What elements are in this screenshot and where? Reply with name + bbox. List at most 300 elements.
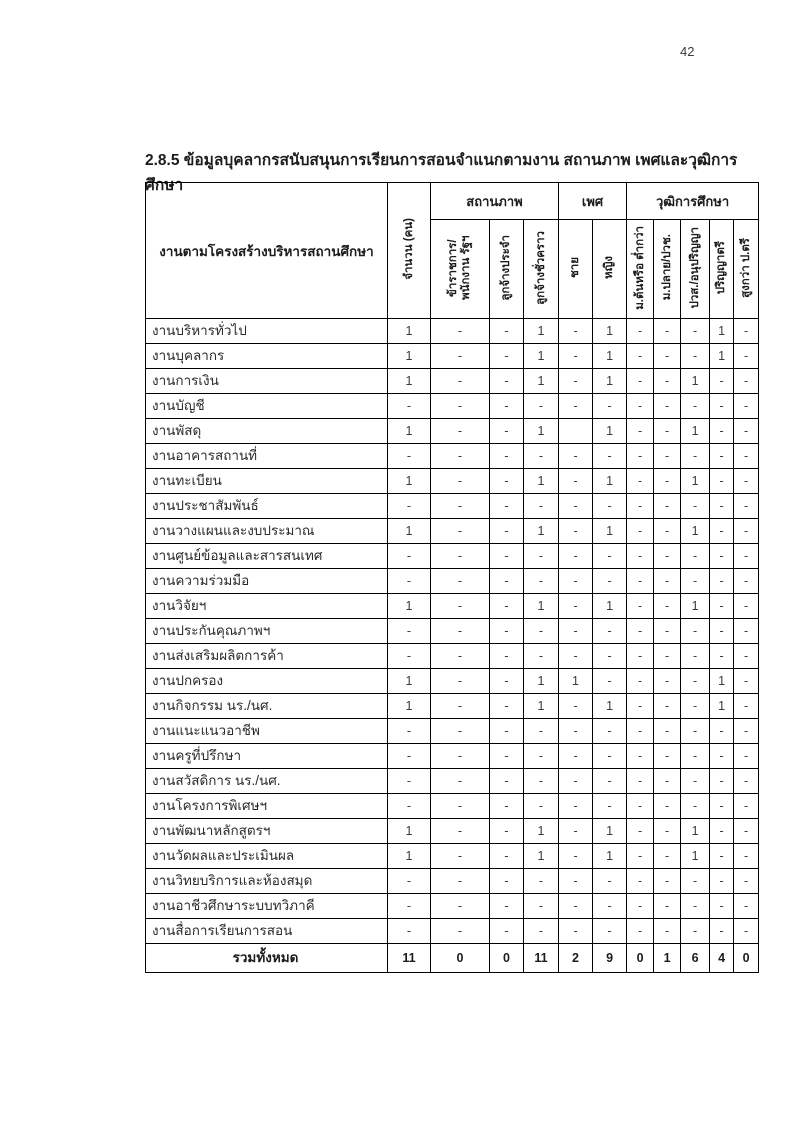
cell-value: -	[431, 869, 490, 894]
total-cell-value: 9	[593, 944, 627, 973]
cell-value: -	[627, 394, 654, 419]
table-row	[146, 694, 759, 719]
cell-value: 1	[593, 319, 627, 344]
cell-value: -	[654, 919, 681, 944]
cell-value: -	[627, 344, 654, 369]
cell-value: -	[593, 669, 627, 694]
cell-value: 1	[524, 669, 559, 694]
column-header-bachelor	[710, 220, 734, 319]
row-label: งานประกันคุณภาพฯ	[146, 619, 388, 644]
row-label: งานพัฒนาหลักสูตรฯ	[146, 819, 388, 844]
cell-value: -	[627, 794, 654, 819]
cell-value: -	[490, 819, 524, 844]
table-row	[146, 669, 759, 694]
cell-value: -	[593, 769, 627, 794]
row-label: งานวางแผนและงบประมาณ	[146, 519, 388, 544]
cell-value: 1	[710, 344, 734, 369]
table-row	[146, 419, 759, 444]
cell-value: -	[388, 644, 431, 669]
table-row	[146, 569, 759, 594]
table-row	[146, 869, 759, 894]
cell-value: -	[710, 544, 734, 569]
cell-value: -	[681, 694, 710, 719]
cell-value: -	[734, 669, 759, 694]
cell-value: -	[734, 594, 759, 619]
total-cell-value: 11	[524, 944, 559, 973]
cell-value: -	[734, 344, 759, 369]
table-row	[146, 794, 759, 819]
cell-value: -	[681, 919, 710, 944]
cell-value: -	[654, 769, 681, 794]
cell-value: -	[559, 344, 593, 369]
cell-value: -	[627, 844, 654, 869]
table-row	[146, 544, 759, 569]
cell-value: -	[627, 644, 654, 669]
cell-value: 1	[681, 419, 710, 444]
row-label: งานบริหารทั่วไป	[146, 319, 388, 344]
cell-value: -	[710, 819, 734, 844]
cell-value: -	[524, 744, 559, 769]
cell-value: -	[593, 619, 627, 644]
cell-value: 1	[710, 669, 734, 694]
cell-value: -	[654, 394, 681, 419]
cell-value: 1	[710, 694, 734, 719]
table-row	[146, 894, 759, 919]
cell-value: -	[654, 469, 681, 494]
cell-value: -	[388, 569, 431, 594]
cell-value: 1	[524, 419, 559, 444]
total-cell-value: 0	[734, 944, 759, 973]
cell-value: -	[388, 769, 431, 794]
cell-value: -	[490, 744, 524, 769]
row-label: งานวิทยบริการและห้องสมุด	[146, 869, 388, 894]
cell-value: -	[681, 494, 710, 519]
cell-value: -	[734, 694, 759, 719]
group-header-education: วุฒิการศึกษา	[627, 183, 759, 220]
cell-value: -	[431, 419, 490, 444]
cell-value: -	[559, 744, 593, 769]
cell-value: -	[681, 444, 710, 469]
cell-value: -	[627, 319, 654, 344]
cell-value: -	[431, 569, 490, 594]
column-header-female	[593, 220, 627, 319]
column-header-upper-secondary-vocational-label: ม.ปลาย/ปวช.	[660, 234, 673, 301]
cell-value: 1	[681, 844, 710, 869]
row-label: งานบุคลากร	[146, 344, 388, 369]
cell-value: -	[559, 919, 593, 944]
cell-value: -	[627, 419, 654, 444]
cell-value: -	[559, 619, 593, 644]
cell-value: -	[734, 369, 759, 394]
row-label: งานพัสดุ	[146, 419, 388, 444]
cell-value: -	[593, 794, 627, 819]
cell-value: -	[627, 894, 654, 919]
cell-value: -	[559, 519, 593, 544]
cell-value: -	[431, 644, 490, 669]
cell-value: 1	[524, 469, 559, 494]
cell-value: -	[388, 444, 431, 469]
cell-value: -	[559, 444, 593, 469]
cell-value: 1	[388, 594, 431, 619]
cell-value: -	[388, 394, 431, 419]
cell-value: -	[593, 394, 627, 419]
cell-value: -	[654, 319, 681, 344]
cell-value: -	[654, 569, 681, 594]
cell-value: -	[490, 344, 524, 369]
cell-value: -	[490, 919, 524, 944]
cell-value: -	[734, 569, 759, 594]
cell-value: -	[559, 894, 593, 919]
cell-value: -	[681, 394, 710, 419]
cell-value: -	[593, 569, 627, 594]
cell-value: -	[681, 894, 710, 919]
cell-value: -	[654, 644, 681, 669]
table-row	[146, 319, 759, 344]
cell-value: 1	[524, 844, 559, 869]
column-header-above-bachelor-label: สูงกว่า ป.ตรี	[739, 237, 752, 298]
cell-value: 1	[388, 469, 431, 494]
cell-value: -	[490, 319, 524, 344]
row-label: งานปกครอง	[146, 669, 388, 694]
column-header-count	[388, 183, 431, 319]
column-header-upper-secondary-vocational	[654, 220, 681, 319]
column-header-high-vocational-diploma-label: ปวส./อนุปริญญา	[688, 226, 701, 309]
cell-value: 1	[388, 369, 431, 394]
cell-value: -	[710, 919, 734, 944]
cell-value: -	[627, 444, 654, 469]
row-label: งานศูนย์ข้อมูลและสารสนเทศ	[146, 544, 388, 569]
column-header-female-label: หญิง	[603, 256, 616, 279]
cell-value: 1	[524, 319, 559, 344]
cell-value: -	[734, 844, 759, 869]
cell-value: 1	[681, 519, 710, 544]
total-cell-value: 6	[681, 944, 710, 973]
cell-value: -	[710, 844, 734, 869]
column-header-lower-secondary-or-below	[627, 220, 654, 319]
cell-value: -	[431, 444, 490, 469]
cell-value: -	[431, 344, 490, 369]
cell-value: -	[490, 594, 524, 619]
cell-value: -	[627, 819, 654, 844]
column-header-count-label: จำนวน (คน)	[402, 218, 415, 280]
cell-value: -	[710, 494, 734, 519]
cell-value: -	[431, 319, 490, 344]
cell-value: -	[734, 719, 759, 744]
cell-value: -	[559, 694, 593, 719]
cell-value: -	[490, 444, 524, 469]
table-row	[146, 344, 759, 369]
cell-value: -	[710, 519, 734, 544]
cell-value: -	[734, 444, 759, 469]
column-header-male-label: ชาย	[569, 256, 582, 278]
cell-value: -	[524, 869, 559, 894]
row-label: งานกิจกรรม นร./นศ.	[146, 694, 388, 719]
cell-value: -	[710, 794, 734, 819]
cell-value: -	[654, 794, 681, 819]
cell-value: -	[627, 594, 654, 619]
cell-value	[559, 419, 593, 444]
cell-value: -	[627, 494, 654, 519]
cell-value: 1	[593, 519, 627, 544]
cell-value: -	[627, 569, 654, 594]
column-header-male	[559, 220, 593, 319]
cell-value: -	[734, 769, 759, 794]
cell-value: -	[627, 519, 654, 544]
cell-value: -	[559, 569, 593, 594]
cell-value: -	[654, 544, 681, 569]
table-row	[146, 444, 759, 469]
cell-value: -	[431, 519, 490, 544]
cell-value: -	[734, 894, 759, 919]
cell-value: -	[524, 619, 559, 644]
cell-value: -	[734, 319, 759, 344]
cell-value: -	[524, 919, 559, 944]
cell-value: -	[524, 394, 559, 419]
table-row	[146, 519, 759, 544]
cell-value: -	[734, 794, 759, 819]
cell-value: -	[681, 719, 710, 744]
cell-value: -	[490, 769, 524, 794]
cell-value: -	[431, 744, 490, 769]
cell-value: -	[559, 844, 593, 869]
cell-value: -	[681, 544, 710, 569]
cell-value: -	[431, 469, 490, 494]
cell-value: -	[734, 744, 759, 769]
cell-value: 1	[388, 419, 431, 444]
cell-value: -	[681, 794, 710, 819]
cell-value: 1	[593, 694, 627, 719]
total-cell-value: 1	[654, 944, 681, 973]
cell-value: 1	[593, 344, 627, 369]
row-label: งานอาชีวศึกษาระบบทวิภาคี	[146, 894, 388, 919]
cell-value: -	[524, 544, 559, 569]
cell-value: -	[654, 844, 681, 869]
cell-value: -	[734, 419, 759, 444]
cell-value: -	[559, 394, 593, 419]
cell-value: 1	[593, 819, 627, 844]
cell-value: -	[734, 544, 759, 569]
cell-value: -	[490, 794, 524, 819]
cell-value: 1	[681, 594, 710, 619]
cell-value: -	[710, 594, 734, 619]
total-cell-value: 11	[388, 944, 431, 973]
cell-value: -	[490, 894, 524, 919]
cell-value: -	[681, 669, 710, 694]
cell-value: -	[734, 919, 759, 944]
cell-value: -	[490, 569, 524, 594]
total-cell-value: 2	[559, 944, 593, 973]
cell-value: -	[734, 519, 759, 544]
cell-value: -	[627, 769, 654, 794]
cell-value: -	[681, 344, 710, 369]
cell-value: 1	[388, 694, 431, 719]
table-row	[146, 369, 759, 394]
cell-value: -	[593, 919, 627, 944]
cell-value: -	[593, 444, 627, 469]
cell-value: -	[627, 719, 654, 744]
cell-value: -	[654, 744, 681, 769]
cell-value: -	[559, 494, 593, 519]
cell-value: -	[710, 419, 734, 444]
cell-value: -	[593, 644, 627, 669]
cell-value: -	[524, 769, 559, 794]
cell-value: -	[681, 769, 710, 794]
cell-value: 1	[593, 844, 627, 869]
table-row	[146, 494, 759, 519]
table-row	[146, 719, 759, 744]
cell-value: -	[734, 644, 759, 669]
column-header-permanent-employee	[490, 220, 524, 319]
cell-value: -	[710, 394, 734, 419]
cell-value: -	[654, 419, 681, 444]
cell-value: -	[654, 819, 681, 844]
total-cell-value: 0	[627, 944, 654, 973]
cell-value: -	[431, 894, 490, 919]
cell-value: -	[710, 569, 734, 594]
cell-value: -	[431, 794, 490, 819]
cell-value: 1	[388, 344, 431, 369]
cell-value: -	[431, 819, 490, 844]
cell-value: -	[654, 519, 681, 544]
cell-value: -	[490, 544, 524, 569]
cell-value: -	[388, 494, 431, 519]
cell-value: -	[559, 819, 593, 844]
cell-value: -	[710, 619, 734, 644]
row-label: งานอาคารสถานที่	[146, 444, 388, 469]
group-header-status: สถานภาพ	[431, 183, 559, 220]
row-label: งานวิจัยฯ	[146, 594, 388, 619]
cell-value: -	[734, 869, 759, 894]
total-cell-value: 0	[490, 944, 524, 973]
column-header-civil-servant	[431, 220, 490, 319]
cell-value: -	[710, 769, 734, 794]
column-header-temporary-employee	[524, 220, 559, 319]
cell-value: -	[524, 894, 559, 919]
cell-value: -	[559, 594, 593, 619]
cell-value: -	[490, 719, 524, 744]
cell-value: 1	[524, 344, 559, 369]
cell-value: -	[681, 869, 710, 894]
cell-value: -	[734, 819, 759, 844]
column-header-permanent-employee-label: ลูกจ้างประจำ	[500, 234, 513, 301]
cell-value: 1	[524, 519, 559, 544]
cell-value: -	[734, 394, 759, 419]
cell-value: 1	[593, 469, 627, 494]
row-label: งานบัญชี	[146, 394, 388, 419]
group-header-gender: เพศ	[559, 183, 627, 220]
cell-value: -	[710, 369, 734, 394]
cell-value: -	[559, 719, 593, 744]
cell-value: 1	[524, 694, 559, 719]
cell-value: -	[681, 619, 710, 644]
cell-value: -	[431, 919, 490, 944]
cell-value: -	[490, 419, 524, 444]
cell-value: -	[681, 644, 710, 669]
cell-value: 1	[593, 419, 627, 444]
table-row	[146, 594, 759, 619]
cell-value: -	[431, 619, 490, 644]
cell-value: -	[627, 469, 654, 494]
table-row	[146, 819, 759, 844]
cell-value: -	[681, 319, 710, 344]
cell-value: -	[559, 469, 593, 494]
cell-value: -	[559, 794, 593, 819]
column-header-temporary-employee-label: ลูกจ้างชั่วคราว	[534, 230, 547, 305]
cell-value: -	[654, 619, 681, 644]
total-row	[146, 944, 759, 973]
row-label: งานครูที่ปรึกษา	[146, 744, 388, 769]
table-row	[146, 744, 759, 769]
cell-value: -	[524, 644, 559, 669]
cell-value: -	[654, 694, 681, 719]
cell-value: -	[524, 719, 559, 744]
cell-value: -	[524, 569, 559, 594]
cell-value: 1	[559, 669, 593, 694]
cell-value: -	[431, 719, 490, 744]
row-label: งานประชาสัมพันธ์	[146, 494, 388, 519]
cell-value: -	[490, 694, 524, 719]
table-row	[146, 919, 759, 944]
cell-value: -	[654, 444, 681, 469]
cell-value: -	[388, 794, 431, 819]
cell-value: 1	[593, 369, 627, 394]
cell-value: 1	[388, 819, 431, 844]
cell-value: -	[388, 544, 431, 569]
cell-value: -	[388, 619, 431, 644]
cell-value: -	[559, 369, 593, 394]
cell-value: 1	[681, 469, 710, 494]
row-label: งานส่งเสริมผลิตการค้า	[146, 644, 388, 669]
cell-value: -	[524, 494, 559, 519]
column-header-high-vocational-diploma	[681, 220, 710, 319]
cell-value: 1	[388, 519, 431, 544]
cell-value: -	[559, 644, 593, 669]
page-number: 42	[680, 44, 695, 59]
cell-value: -	[734, 469, 759, 494]
cell-value: -	[490, 619, 524, 644]
column-header-bachelor-label: ปริญญาตรี	[715, 240, 728, 295]
cell-value: 1	[593, 594, 627, 619]
cell-value: -	[559, 319, 593, 344]
cell-value: 1	[681, 819, 710, 844]
cell-value: -	[654, 869, 681, 894]
cell-value: -	[710, 744, 734, 769]
cell-value: -	[654, 894, 681, 919]
cell-value: -	[710, 644, 734, 669]
cell-value: -	[710, 869, 734, 894]
cell-value: -	[490, 644, 524, 669]
cell-value: 1	[388, 844, 431, 869]
cell-value: -	[593, 719, 627, 744]
support-personnel-table	[145, 182, 759, 973]
cell-value: -	[710, 894, 734, 919]
total-cell-value: 0	[431, 944, 490, 973]
cell-value: 1	[388, 319, 431, 344]
cell-value: -	[710, 444, 734, 469]
cell-value: -	[734, 619, 759, 644]
cell-value: -	[654, 494, 681, 519]
cell-value: -	[593, 869, 627, 894]
table-row	[146, 844, 759, 869]
cell-value: -	[654, 669, 681, 694]
column-header-structure: งานตามโครงสร้างบริหารสถานศึกษา	[146, 183, 388, 319]
cell-value: 1	[524, 819, 559, 844]
cell-value: -	[524, 444, 559, 469]
cell-value: -	[490, 469, 524, 494]
cell-value: -	[627, 694, 654, 719]
row-label: งานโครงการพิเศษฯ	[146, 794, 388, 819]
cell-value: -	[431, 394, 490, 419]
